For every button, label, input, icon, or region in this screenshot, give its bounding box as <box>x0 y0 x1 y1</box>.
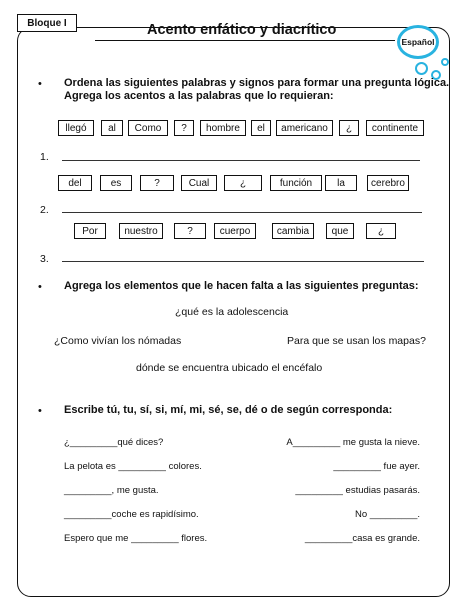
word-tile: cambia <box>272 223 314 239</box>
group-number: 2. <box>40 204 49 216</box>
word-tile: ? <box>174 120 194 136</box>
word-tile: nuestro <box>119 223 163 239</box>
word-tile: cerebro <box>367 175 409 191</box>
instruction-1-line2: Agrega los acentos a las palabras que lo requieran: <box>64 90 334 102</box>
decorative-bubble-icon <box>441 58 449 66</box>
exercise-sentence: _________ fue ayer. <box>333 461 420 472</box>
word-tile: cuerpo <box>214 223 256 239</box>
word-tile: ? <box>140 175 174 191</box>
exercise-sentence: _________ estudias pasarás. <box>295 485 420 496</box>
word-tile: al <box>101 120 123 136</box>
word-tile: ¿ <box>224 175 262 191</box>
group-number: 3. <box>40 253 49 265</box>
incomplete-question: ¿Como vivían los nómadas <box>54 335 182 347</box>
bullet-1: • <box>38 78 42 90</box>
word-tile: americano <box>276 120 333 136</box>
word-tile: la <box>325 175 357 191</box>
word-tile: ? <box>174 223 206 239</box>
decorative-bubble-icon <box>415 62 428 75</box>
word-tile: ¿ <box>339 120 359 136</box>
bullet-2: • <box>38 281 42 293</box>
exercise-sentence: _________, me gusta. <box>64 485 159 496</box>
answer-line <box>62 160 420 161</box>
word-tile: del <box>58 175 92 191</box>
incomplete-question: dónde se encuentra ubicado el encéfalo <box>136 362 323 374</box>
subject-badge <box>397 25 439 59</box>
word-tile: Como <box>128 120 168 136</box>
page-title: Acento enfático y diacrítico <box>147 22 337 38</box>
group-number: 1. <box>40 151 49 163</box>
word-tile: es <box>100 175 132 191</box>
exercise-sentence: ¿_________qué dices? <box>64 437 164 448</box>
instruction-2: Agrega los elementos que le hacen falta a las siguientes preguntas: <box>64 280 419 292</box>
exercise-sentence: No _________. <box>355 509 420 520</box>
title-underline <box>95 40 395 41</box>
exercise-sentence: _________coche es rapidísimo. <box>64 509 199 520</box>
word-tile: el <box>251 120 271 136</box>
instruction-1-line1: Ordena las siguientes palabras y signos para formar una pregunta lógica. <box>64 77 450 89</box>
word-tile: función <box>270 175 322 191</box>
word-tile: hombre <box>200 120 246 136</box>
word-tile: continente <box>366 120 424 136</box>
exercise-sentence: La pelota es _________ colores. <box>64 461 202 472</box>
incomplete-question: Para que se usan los mapas? <box>287 335 426 347</box>
subject-badge-label: Español <box>401 37 435 47</box>
bloque-label: Bloque I <box>17 14 77 32</box>
word-tile: que <box>326 223 354 239</box>
word-tile: Por <box>74 223 106 239</box>
exercise-sentence: Espero que me _________ flores. <box>64 533 208 544</box>
word-tile: llegó <box>58 120 94 136</box>
incomplete-question: ¿qué es la adolescencia <box>175 306 289 318</box>
answer-line <box>62 261 424 262</box>
word-tile: Cual <box>181 175 217 191</box>
word-tile: ¿ <box>366 223 396 239</box>
exercise-sentence: _________casa es grande. <box>304 533 420 544</box>
answer-line <box>62 212 422 213</box>
bullet-3: • <box>38 405 42 417</box>
exercise-sentence: A_________ me gusta la nieve. <box>286 437 420 448</box>
instruction-3: Escribe tú, tu, sí, si, mí, mi, sé, se, dé o de según corresponda: <box>64 404 393 416</box>
